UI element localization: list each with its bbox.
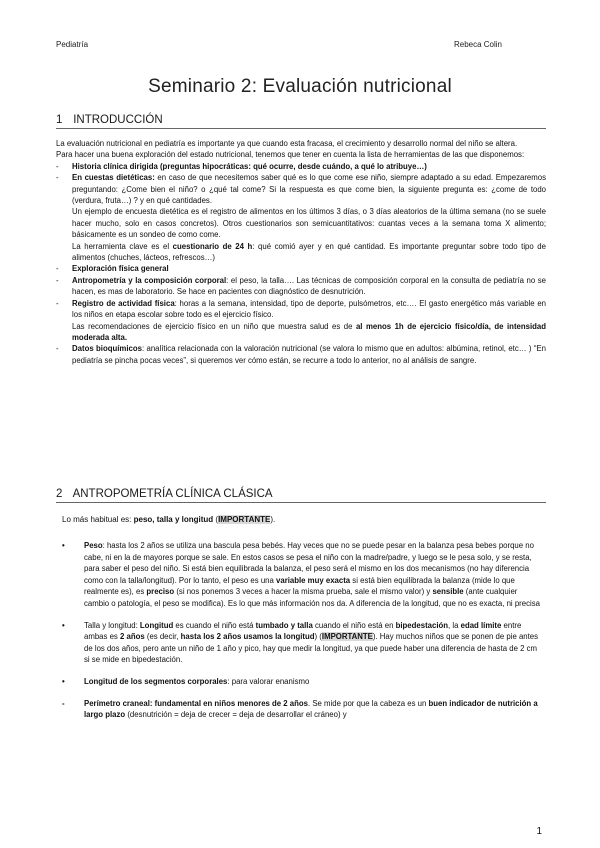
dash-marker: -	[56, 161, 59, 171]
item-paragraph	[56, 241, 546, 264]
item-text: (es decir,	[144, 632, 181, 642]
header-author: Rebeca Colin	[453, 40, 502, 49]
item-bold: Historia clínica dirigida (preguntas hipocráticas: qué ocurre, desde cuándo, a qué lo atribuye…)	[72, 161, 427, 171]
item-text: (si nos ponemos 3 veces a hacer la misma prueba, sale el mismo valor) y	[174, 587, 433, 597]
intro-text: (	[213, 515, 219, 524]
intro-paragraph: La evaluación nutricional en pediatría es importante ya que cuando esta fracasa, el crecimiento y desarrollo normal del niño se altera.	[56, 139, 518, 148]
intro-bold: peso, talla y longitud	[133, 515, 214, 524]
item-bold: sensible	[432, 587, 464, 597]
item-bold: En cuestas dietéticas:	[72, 173, 155, 183]
dash-marker: -	[56, 264, 59, 274]
list-item-antropometria	[56, 275, 546, 298]
item-text: . Se mide por que la cabeza es un	[308, 698, 429, 708]
header-subject: Pediatría	[56, 40, 89, 49]
item-bold: hasta los 2 años usamos la longitud	[180, 632, 315, 642]
item-bold: buen indicador de nutrición a largo plazo	[84, 698, 538, 720]
item-bold: edad límite	[460, 620, 502, 630]
highlight-important: IMPORTANTE	[218, 515, 271, 524]
item-bold: 2 años	[119, 632, 145, 642]
item-text: , la	[448, 620, 461, 630]
item-text: si está bien equilibrada la balanza (mide lo que realmente es), es	[84, 575, 515, 597]
item-text: Las recomendaciones de ejercicio físico en un niño que muestra salud es de	[72, 321, 356, 331]
item-text: : para valorar enanismo	[227, 676, 310, 686]
item-bold: al menos 1h de ejercicio físico/día, de intensidad moderada alta.	[72, 321, 546, 342]
item-text: Talla y longitud:	[84, 620, 140, 630]
list-item-actividad	[56, 298, 546, 321]
list-item-talla	[62, 620, 542, 666]
page-title: Seminario 2: Evaluación nutricional	[148, 76, 452, 97]
item-text: cuando el niño está en	[312, 620, 396, 630]
intro-text: Lo más habitual es:	[62, 515, 134, 524]
item-text: : horas a la semana, intensidad, tipo de deporte, pulsómetros, etc…. El gasto energético más variable en los niños en etapa escolar sobre todo es el ejercicio físico.	[72, 298, 546, 320]
dash-marker: -	[56, 298, 59, 308]
section-title: INTRODUCCIÓN	[73, 114, 163, 126]
bullet-marker: •	[62, 620, 65, 630]
list-item-bioquimicos	[56, 343, 546, 366]
item-text: La herramienta clave es el	[72, 241, 173, 251]
section-number: 2	[56, 488, 63, 500]
bullet-marker: •	[62, 541, 65, 550]
item-text: : qué comió ayer y en qué cantidad. Es importante preguntar sobre todo tipo de alimentos (chuches, lácteos, refrescos…)	[72, 241, 546, 263]
item-bold: Perímetro craneal: fundamental en niños menores de 2 años	[84, 698, 309, 708]
antropometria-body	[62, 540, 542, 731]
list-item-peso	[62, 540, 542, 610]
section2-intro	[62, 514, 275, 525]
item-bold: variable muy exacta	[276, 575, 351, 585]
item-bold: preciso	[146, 587, 175, 597]
section-heading-introduccion	[56, 114, 546, 129]
item-bold: Antropometría y la composición corporal	[72, 275, 227, 285]
section-title: ANTROPOMETRÍA CLÍNICA CLÁSICA	[72, 488, 273, 500]
item-text: es cuando el niño está	[173, 620, 256, 630]
item-text: entre ambas es	[84, 620, 522, 642]
item-paragraph: Un ejemplo de encuesta dietética es el registro de alimentos en los últimos 3 días, o 3 días aleatorios de la última semana (no se suele hacer mucho, solo en casos concretos). Otros cuestionarios son semicuantitativos: cuantas veces a la semana toma X alimento; básicamente es un sondeo de como come.	[72, 207, 546, 240]
dash-marker: -	[62, 698, 65, 708]
item-text: (desnutrición = deja de crecer = deja de desarrollar el cráneo) y	[125, 710, 347, 720]
page-number: 1	[536, 826, 542, 837]
introduccion-body	[56, 138, 546, 366]
item-text: (ante cualquier cambio o patología, el peso se modifica). Es lo que más información nos da. A diferencia de la longitud, que no es exacta, ni precisa	[84, 587, 540, 608]
list-item-historia	[56, 161, 546, 172]
item-text: ) (	[314, 632, 322, 642]
intro-text: ).	[270, 515, 276, 524]
item-bold: Longitud de los segmentos corporales	[84, 676, 228, 686]
intro-paragraph: Para hacer una buena exploración del estado nutricional, tenemos que tener en cuenta la lista de herramientas de las que disponemos:	[56, 150, 525, 160]
section-number: 1	[56, 114, 63, 126]
item-text: : analítica relacionada con la valoración nutricional (se valora lo mismo que en adultos: albúmina, retinol, etc… ) “En pediatría se pincha pocas veces”, si queremos ver cómo están, se recurre a todo lo anterior, no al análisis de sangre.	[72, 344, 546, 365]
dash-marker: -	[56, 344, 59, 354]
dash-marker: -	[56, 275, 59, 285]
item-paragraph	[56, 321, 546, 344]
list-item-perimetro	[62, 698, 542, 721]
item-bold: Peso	[84, 541, 103, 550]
item-bold: Longitud	[139, 620, 174, 630]
list-item-encuestas	[56, 172, 546, 206]
item-text: : el peso, la talla…. Las técnicas de composición corporal en la consulta de pediatría no se hacen, es mas de laboratorio. Se hace en pacientes con diagnóstico de desnutrición.	[72, 275, 547, 297]
item-text: : hasta los 2 años se utiliza una bascula pesa bebés. Hay veces que no se puede pesar en la balanza pesa bebes porque no cabe, ni en la de mayores porque se sale. En estos casos se pesa el niño con la madre/padre, y luego se le pesa solo, y se resta, para saber el peso del niño. Si está bien equilibrada la balanza, el peso será el mismo en los dos mecanismos (no hay diferencia como con la talla/longitud). Por lo tanto, el peso es una	[84, 541, 534, 585]
item-bold: Registro de actividad física	[72, 298, 175, 308]
item-bold: cuestionario de 24 h	[172, 241, 253, 251]
item-bold: tumbado y talla	[255, 620, 313, 630]
item-text: ). Hay muchos niños que se ponen de pie antes de los dos años, pero ante un niño de 1 año y pico, hay que medir la longitud, ya que puede haber una diferencia de hasta de 2 cm si se mide en bipedestación.	[84, 632, 539, 665]
highlight-important: IMPORTANTE	[321, 632, 373, 642]
list-item-segmentos	[62, 676, 542, 688]
item-text: en caso de que necesitemos saber qué es lo que come ese niño, siempre adaptado a su edad. Empezaremos preguntando: ¿Come bien el niño? o ¿qué tal come? Si la respuesta es que come bien, la siguiente pregunta es: ¿come de todo (verdura, fruta…) ? y en qué cantidades.	[72, 173, 546, 206]
section-heading-antropometria	[56, 488, 546, 503]
item-bold: Exploración física general	[72, 264, 169, 274]
item-bold: Datos bioquímicos	[72, 344, 142, 354]
list-item-exploracion	[56, 263, 546, 274]
item-bold: bipedestación	[395, 620, 449, 630]
dash-marker: -	[56, 173, 59, 183]
bullet-marker: •	[62, 676, 65, 686]
